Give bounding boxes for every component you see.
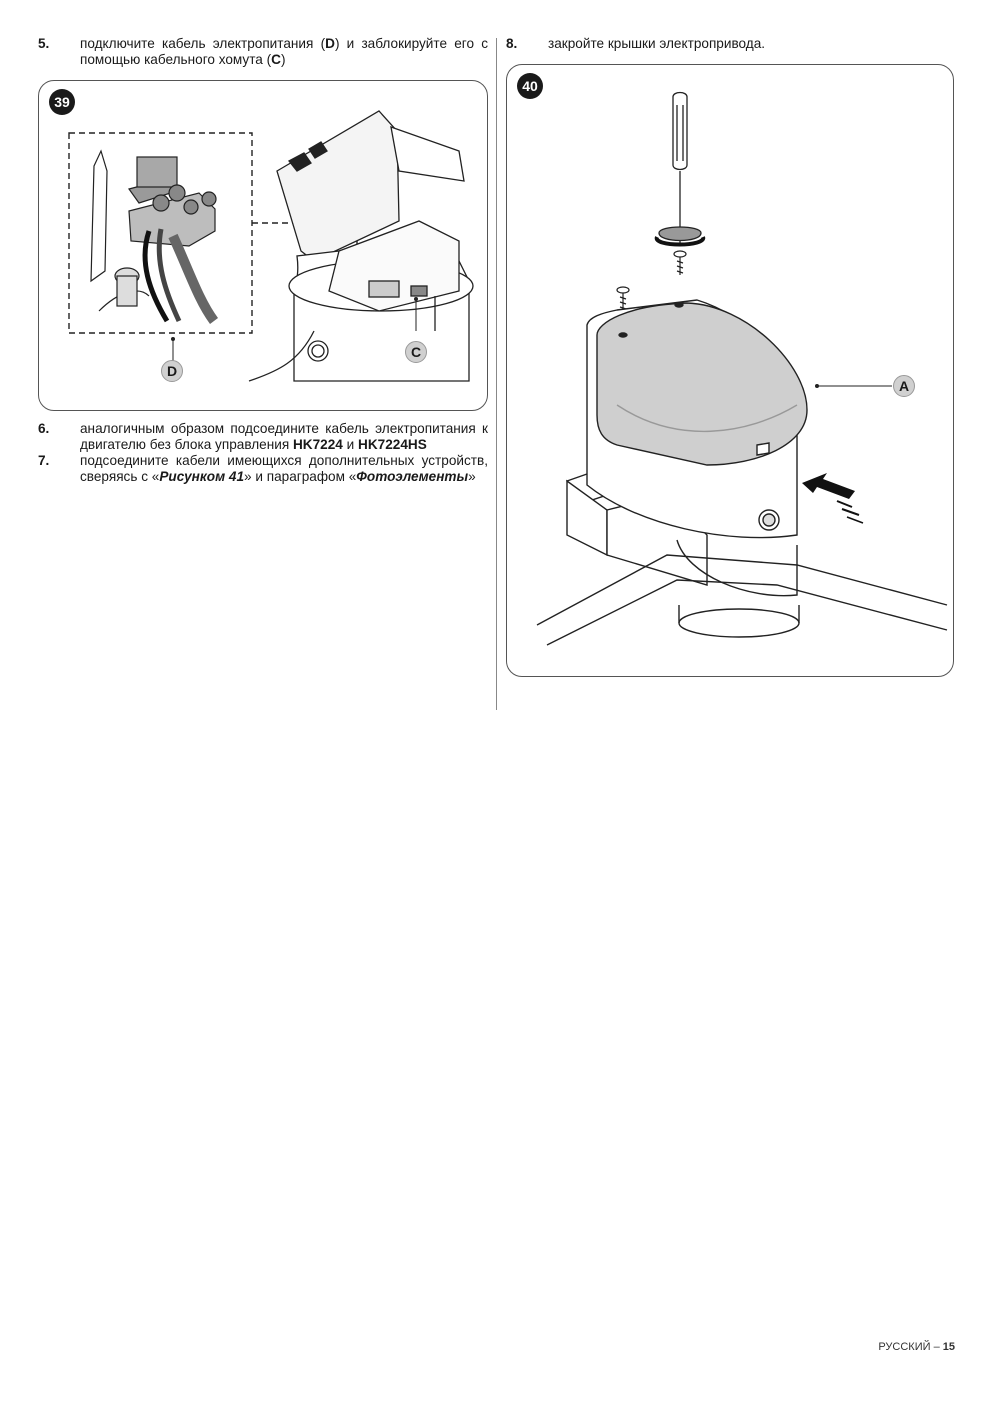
step-text: аналогичным образом подсоедините кабель электропитания к двигателю без блока управления HK7224 и HK7224HS: [80, 421, 488, 452]
figure-number-badge: 40: [517, 73, 543, 99]
page-footer: РУССКИЙ – 15: [878, 1341, 955, 1353]
figure-number-badge: 39: [49, 89, 75, 115]
step-number: 7.: [38, 453, 50, 468]
terminal-block-illustration: [91, 151, 216, 321]
step-text: закройте крышки электропривода.: [548, 36, 766, 51]
step-7: [38, 453, 488, 485]
step-number: 5.: [38, 36, 50, 51]
callout-d: D: [161, 360, 183, 382]
right-column: [506, 36, 956, 677]
step-5: [38, 36, 488, 68]
figure-40-illustration: [507, 65, 954, 677]
step-6: [38, 421, 488, 453]
screw-icon: [674, 251, 686, 275]
step-number: 6.: [38, 421, 50, 436]
step-text: подсоедините кабели имеющихся дополнительных устройств, сверяясь с «Рисунком 41» и параграфом «Фотоэлементы»: [80, 453, 488, 484]
callout-c: C: [405, 341, 427, 363]
left-column: [38, 36, 488, 485]
figure-39: [38, 80, 488, 411]
screwdriver-icon: [659, 93, 701, 246]
motor-housing-illustration: [537, 300, 947, 645]
step-8: [506, 36, 956, 52]
screw-icon: [617, 287, 629, 311]
step-number: 8.: [506, 36, 518, 51]
callout-a: A: [893, 375, 915, 397]
control-unit-illustration: [249, 111, 473, 381]
column-divider: [496, 38, 497, 710]
push-arrow-icon: [802, 473, 863, 523]
step-text: подключите кабель электропитания (D) и заблокируйте его с помощью кабельного хомута (C): [80, 36, 489, 67]
figure-40: [506, 64, 954, 677]
